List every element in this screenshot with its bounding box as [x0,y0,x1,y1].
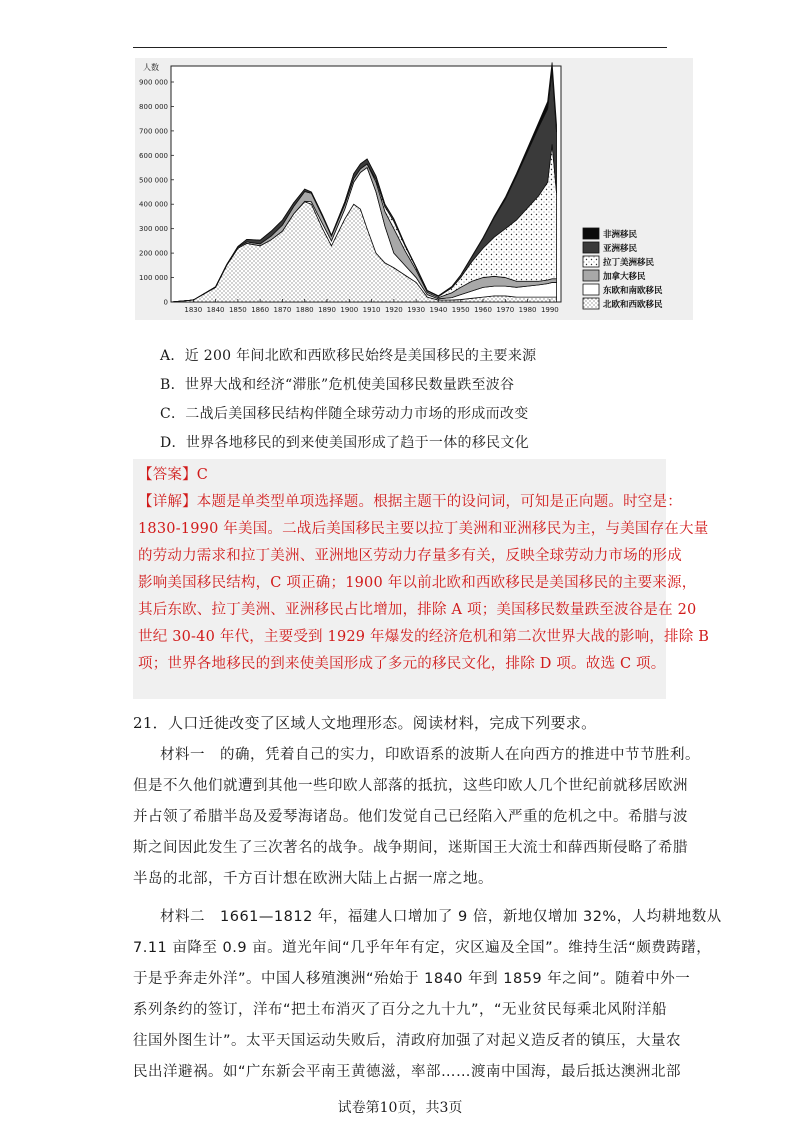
x-tick-label: 1950 [451,306,470,314]
answer-detail-line: 的劳动力需求和拉丁美洲、亚洲地区劳动力存量多有关，反映全球劳动力市场的形成 [138,548,682,564]
answer-detail-line: 世纪 30-40 年代，主要受到 1929 年爆发的经济危机和第二次世界大战的影响，排除 B [138,629,710,645]
x-tick-label: 1980 [518,306,537,314]
option-c: C．二战后美国移民结构伴随全球劳动力市场的形成而改变 [160,406,529,422]
y-tick-label: 200 000 [139,249,168,258]
material-1-line: 材料一 的确，凭着自己的实力，印欧语系的波斯人在向西方的推进中节节胜利。 [160,747,700,763]
answer-detail-line: 【详解】本题是单类型单项选择题。根据主题干的设问词，可知是正向题。时空是： [138,494,682,510]
y-tick-label: 0 [163,298,168,307]
header-rule [133,47,667,48]
answer-label: 【答案】C [138,467,209,483]
material-1-line: 并占领了希腊半岛及爱琴海诸岛。他们发觉自己已经陷入严重的危机之中。希腊与波 [133,809,688,825]
x-tick-label: 1860 [251,306,270,314]
x-tick-label: 1990 [540,306,559,314]
legend-label: 加拿大移民 [603,272,646,282]
legend-swatch [583,242,599,253]
legend-label: 亚洲移民 [603,244,638,254]
x-tick-label: 1900 [340,306,359,314]
option-b: B．世界大战和经济“滞胀”危机使美国移民数量跌至波谷 [160,377,515,393]
material-1-line: 半岛的北部，千方百计想在欧洲大陆上占据一席之地。 [133,871,493,887]
y-tick-label: 500 000 [139,176,168,185]
material-1-line: 但是不久他们就遭到其他一些印欧人部落的抵抗，这些印欧人几个世纪前就移居欧洲 [133,778,688,794]
legend-swatch [583,256,599,267]
y-tick-label: 100 000 [139,274,168,283]
y-tick-label: 400 000 [139,200,168,209]
question-21: 21．人口迁徙改变了区域人文地理形态。阅读材料，完成下列要求。 [133,714,597,732]
x-tick-label: 1930 [407,306,426,314]
material-2-line: 材料二 1661—1812 年，福建人口增加了 9 倍，新地仅增加 32%，人均耕地数从 [160,909,722,925]
y-tick-label: 700 000 [139,127,168,136]
chart-svg [135,58,693,320]
x-tick-label: 1920 [384,306,403,314]
legend-swatch [583,270,599,281]
material-2-line: 7.11 亩降至 0.9 亩。道光年间“几乎年年有定，灾区遍及全国”。维持生活“颇费踌躇， [133,940,712,956]
material-2-line: 民出洋避祸。如“广东新会平南王黄德滋，率部……渡南中国海，最后抵达澳洲北部 [133,1064,682,1080]
option-a: A．近 200 年间北欧和西欧移民始终是美国移民的主要来源 [160,348,537,364]
option-d: D．世界各地移民的到来使美国形成了趋于一体的移民文化 [160,435,530,451]
legend-label: 拉丁美洲移民 [603,258,655,268]
y-axis-label: 人数 [143,63,159,72]
x-tick-label: 1850 [228,306,247,314]
x-tick-label: 1960 [474,306,492,314]
answer-detail-line: 1830-1990 年美国。二战后美国移民主要以拉丁美洲和亚洲移民为主，与美国存在大量 [138,521,709,537]
x-tick-label: 1940 [429,306,448,314]
legend-label: 东欧和南欧移民 [603,286,663,296]
answer-detail-line: 项；世界各地移民的到来使美国形成了多元的移民文化，排除 D 项。故选 C 项。 [138,656,666,672]
x-tick-label: 1870 [273,306,292,314]
x-tick-label: 1840 [206,306,225,314]
y-tick-label: 900 000 [139,78,168,87]
answer-detail-line: 其后东欧、拉丁美洲、亚洲移民占比增加，排除 A 项；美国移民数量跌至波谷是在 20 [138,602,697,618]
legend-label: 非洲移民 [603,230,638,240]
material-1-line: 斯之间因此发生了三次著名的战争。战争期间，迷斯国王大流士和薛西斯侵略了希腊 [133,840,688,856]
immigration-chart [135,58,693,320]
y-tick-label: 800 000 [139,102,168,111]
x-tick-label: 1970 [496,306,515,314]
material-2-line: 往国外图生计”。太平天国运动失败后，清政府加强了对起义造反者的镇压，大量农 [133,1033,682,1049]
y-tick-label: 600 000 [139,151,168,160]
x-tick-label: 1880 [295,306,314,314]
answer-detail-line: 影响美国移民结构，C 项正确；1900 年以前北欧和西欧移民是美国移民的主要来源， [138,575,697,591]
material-2-line: 系列条约的签订，洋布“把土布消灭了百分之九十九”，“无业贫民每乘北风附洋船 [133,1002,668,1018]
legend-swatch [583,298,599,309]
legend-swatch [583,284,599,295]
legend-label: 北欧和西欧移民 [603,300,663,310]
x-tick-label: 1910 [362,306,381,314]
material-2-line: 于是乎奔走外洋”。中国人移殖澳洲“殆始于 1840 年到 1859 年之间”。随着中外一 [133,971,691,987]
page-footer: 试卷第10页，共3页 [337,1100,463,1116]
y-tick-label: 300 000 [139,225,168,234]
x-tick-label: 1890 [318,306,336,314]
legend-swatch [583,228,599,239]
x-tick-label: 1830 [184,306,203,314]
